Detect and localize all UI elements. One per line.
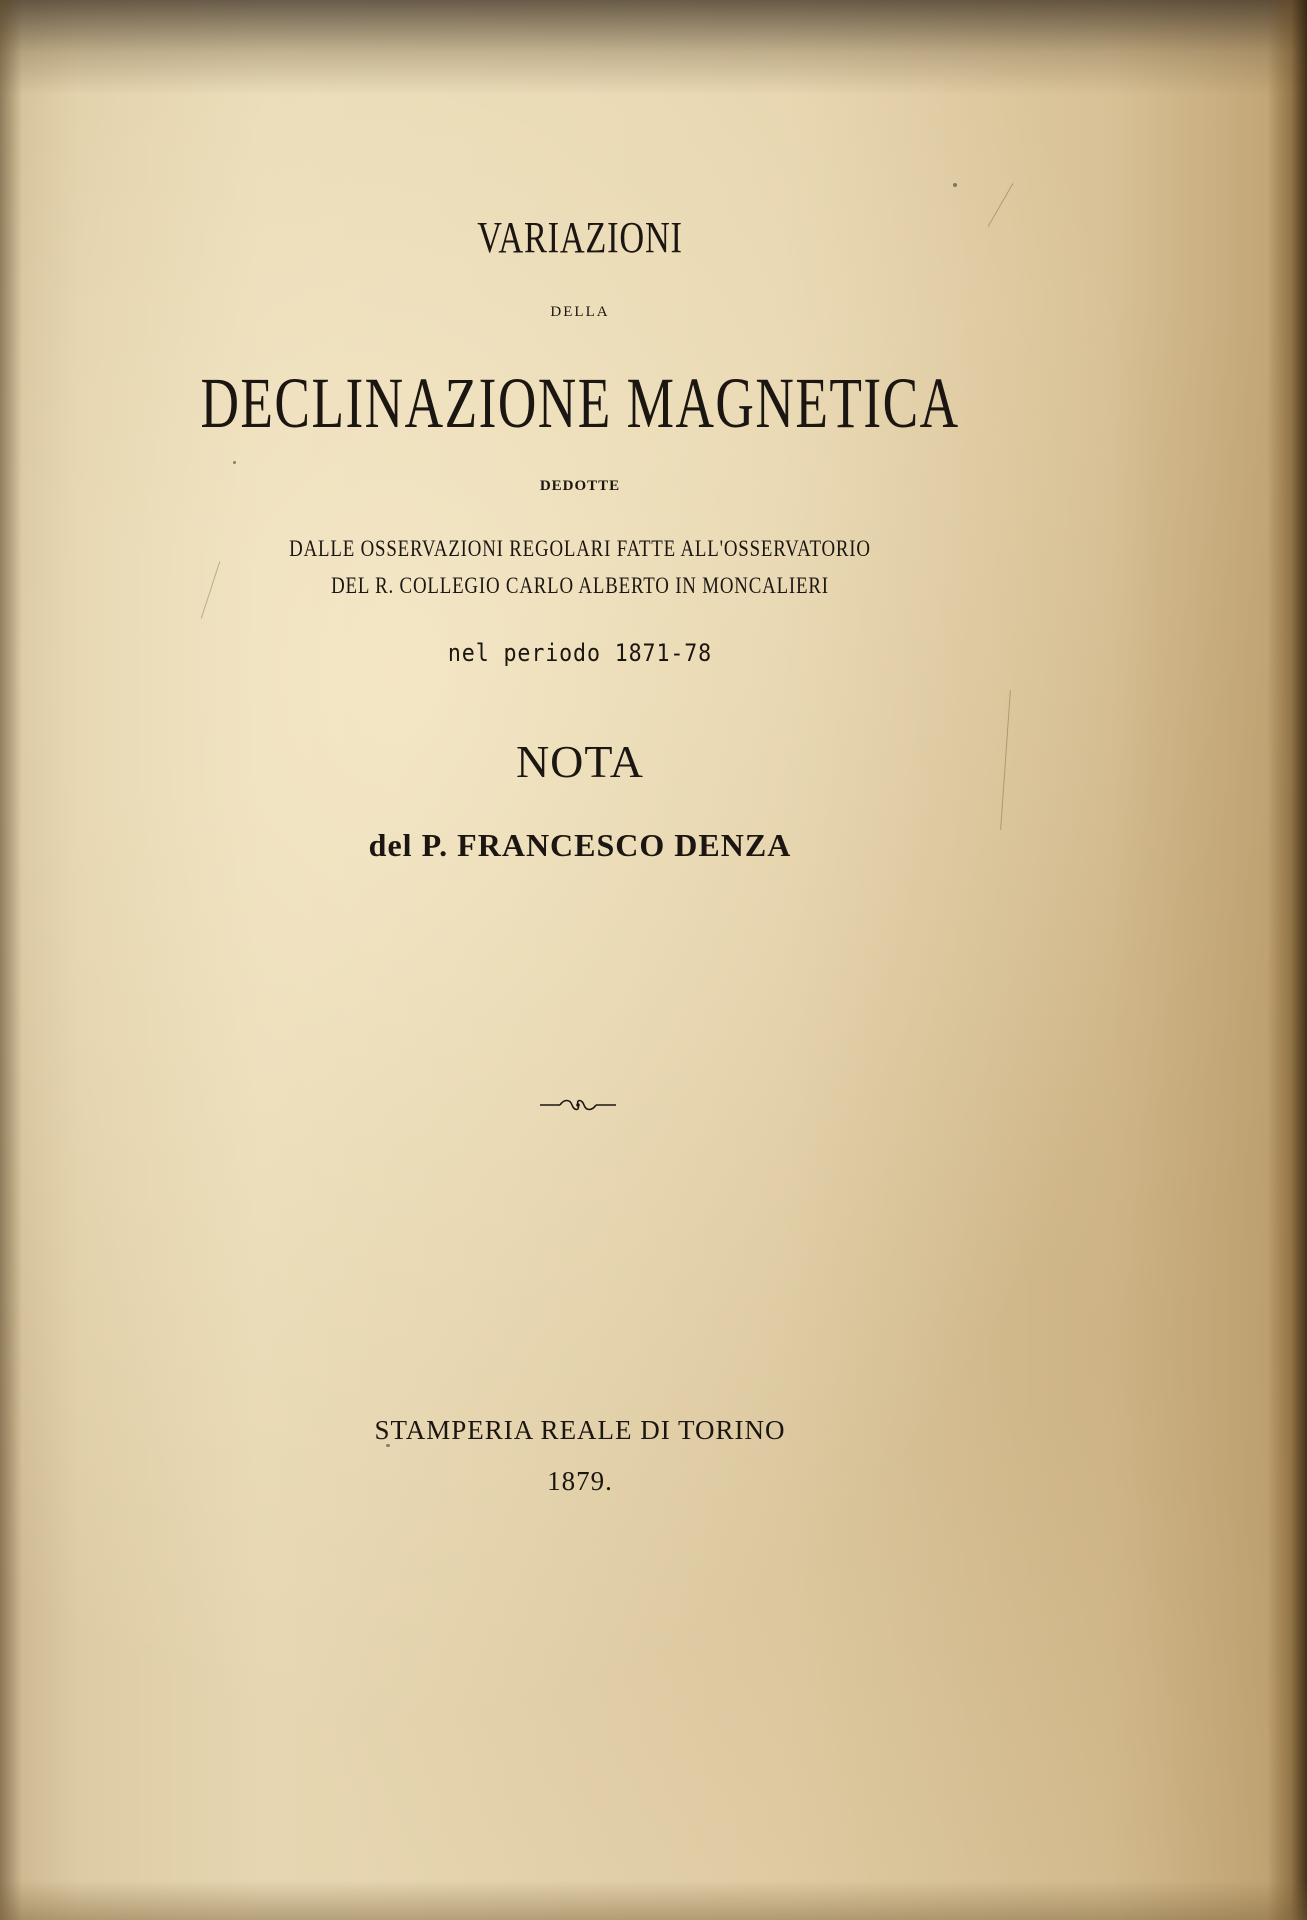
connector-della: DELLA — [550, 304, 610, 320]
page-edge-right — [1267, 0, 1307, 1920]
subtitle-line-2: DEL R. COLLEGIO CARLO ALBERTO IN MONCALIERI — [331, 573, 829, 598]
printer-line: STAMPERIA REALE DI TORINO — [374, 1415, 786, 1445]
period-line: nel periodo 1871-78 — [447, 639, 713, 667]
scan-shadow-left — [0, 0, 22, 1920]
connector-dedotte: DEDOTTE — [539, 478, 621, 494]
title-line-2: DECLINAZIONE MAGNETICA — [200, 363, 960, 443]
subtitle-line-1: DALLE OSSERVAZIONI REGOLARI FATTE ALL'OSSERVATORIO — [289, 536, 871, 561]
publication-year: 1879. — [547, 1466, 613, 1496]
decorative-rule-icon — [538, 1096, 618, 1114]
author-line: del P. FRANCESCO DENZA — [368, 827, 792, 863]
paper-speck — [233, 461, 236, 464]
scan-shadow-top — [0, 0, 1307, 95]
scan-shadow-bottom — [0, 1880, 1307, 1920]
paper-speck — [953, 183, 957, 187]
genre-heading: NOTA — [515, 736, 645, 787]
title-line-1: VARIAZIONI — [477, 213, 683, 262]
